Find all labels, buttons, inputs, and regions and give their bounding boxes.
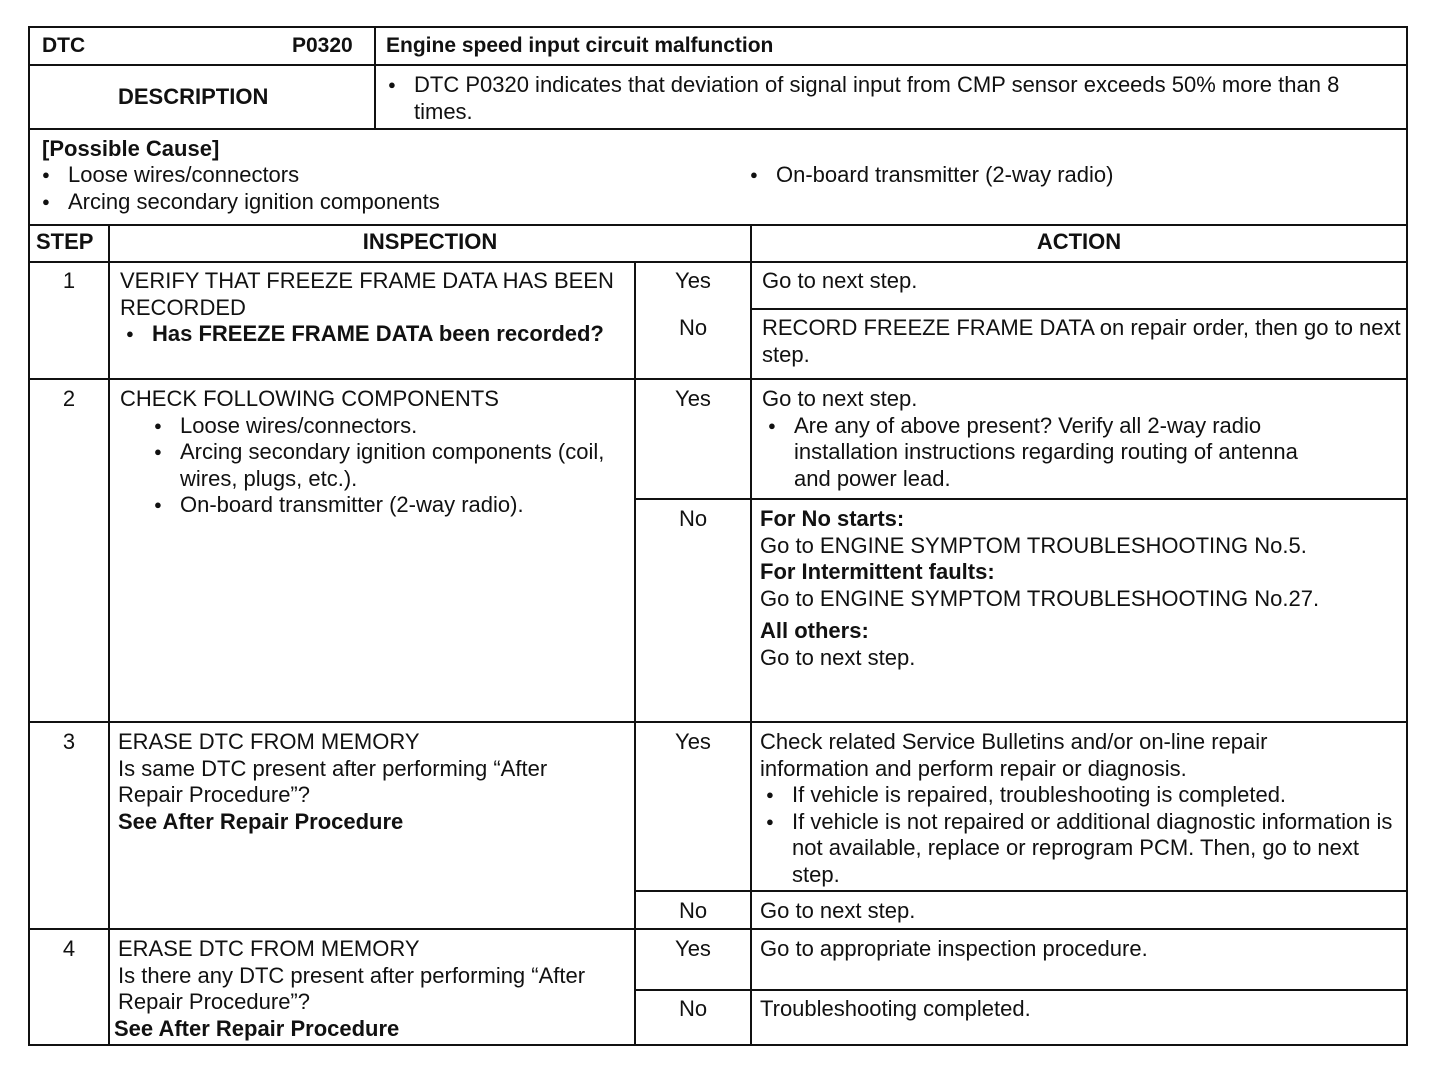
no-action: Go to next step. bbox=[760, 898, 916, 923]
rule bbox=[108, 224, 110, 1044]
column-header-action: ACTION bbox=[1036, 229, 1122, 254]
step-number: 2 bbox=[62, 386, 76, 411]
no-action: Troubleshooting completed. bbox=[760, 996, 1031, 1021]
column-header-inspection: INSPECTION bbox=[362, 229, 498, 254]
inspection-see: See After Repair Procedure bbox=[118, 808, 404, 834]
list-item: ● Are any of above present? Verify all 2-way radio installation instructions regarding routing of antenna and power lead. bbox=[762, 413, 1332, 493]
inspection-title: CHECK FOLLOWING COMPONENTS bbox=[120, 386, 499, 411]
step-2-no-action bbox=[760, 506, 1400, 671]
rule bbox=[750, 224, 752, 1044]
list-item: ● If vehicle is not repaired or additional diagnostic information is not available, replace or reprogram PCM. Then, go to next step. bbox=[760, 809, 1400, 889]
description-text-value: DTC P0320 indicates that deviation of signal input from CMP sensor exceeds 50% more than 8 times. bbox=[414, 72, 1340, 124]
inspection-title: ERASE DTC FROM MEMORY bbox=[118, 729, 420, 754]
possible-cause-left-list bbox=[36, 162, 676, 215]
inspection-see: See After Repair Procedure bbox=[114, 1015, 400, 1041]
inspection-question: Is same DTC present after performing “After Repair Procedure”? bbox=[118, 755, 548, 807]
list-item: ● On-board transmitter (2-way radio) bbox=[744, 162, 1344, 189]
rule bbox=[750, 308, 1406, 310]
list-item: ● Loose wires/connectors bbox=[36, 162, 676, 189]
no-action: RECORD FREEZE FRAME DATA on repair order, then go to next step. bbox=[762, 315, 1401, 367]
rule bbox=[374, 28, 376, 128]
list-item: ● On-board transmitter (2-way radio). bbox=[148, 492, 625, 519]
inspection-title: ERASE DTC FROM MEMORY bbox=[118, 936, 420, 961]
inspection-question: ● Has FREEZE FRAME DATA been recorded? bbox=[120, 321, 625, 348]
column-header-step: STEP bbox=[36, 229, 94, 254]
no-text: Go to ENGINE SYMPTOM TROUBLESHOOTING No.5. bbox=[760, 532, 1307, 558]
no-label: No bbox=[678, 996, 708, 1021]
list-item: ● If vehicle is repaired, troubleshooting is completed. bbox=[760, 782, 1400, 809]
possible-cause-right-list bbox=[744, 162, 1344, 189]
list-item: ● Loose wires/connectors. bbox=[148, 413, 625, 440]
no-label: No bbox=[678, 898, 708, 923]
dtc-troubleshooting-table bbox=[28, 26, 1408, 1046]
dtc-title: Engine speed input circuit malfunction bbox=[386, 34, 774, 57]
yes-label: Yes bbox=[675, 729, 711, 754]
rule bbox=[30, 378, 1406, 380]
rule bbox=[30, 128, 1406, 130]
no-label: No bbox=[678, 315, 708, 340]
description-label: DESCRIPTION bbox=[118, 84, 269, 109]
rule bbox=[634, 261, 636, 1044]
no-text: Go to ENGINE SYMPTOM TROUBLESHOOTING No.27. bbox=[760, 585, 1320, 611]
step-number: 1 bbox=[62, 268, 76, 293]
rule bbox=[30, 64, 1406, 66]
list-item: ● Arcing secondary ignition components bbox=[36, 189, 676, 216]
step-2-yes-action bbox=[762, 386, 1372, 492]
yes-label: Yes bbox=[675, 386, 711, 411]
yes-action: Check related Service Bulletins and/or on-line repair information and perform repair or diagnosis. bbox=[760, 729, 1268, 781]
step-2-inspection bbox=[120, 386, 625, 519]
yes-action: Go to appropriate inspection procedure. bbox=[760, 936, 1148, 961]
inspection-question: Is there any DTC present after performing “After Repair Procedure”? bbox=[118, 962, 586, 1014]
no-text: Go to next step. bbox=[760, 644, 916, 670]
description-text bbox=[382, 72, 1392, 125]
dtc-code: P0320 bbox=[292, 34, 353, 57]
no-heading: For Intermittent faults: bbox=[760, 559, 995, 584]
no-heading: All others: bbox=[760, 618, 869, 643]
dtc-label: DTC bbox=[42, 34, 86, 57]
step-4-inspection bbox=[114, 936, 619, 1042]
step-number: 4 bbox=[62, 936, 76, 961]
no-label: No bbox=[678, 506, 708, 531]
rule bbox=[30, 224, 1406, 226]
inspection-title: VERIFY THAT FREEZE FRAME DATA HAS BEEN RECORDED bbox=[120, 268, 614, 320]
possible-cause-title: [Possible Cause] bbox=[42, 136, 220, 161]
step-number: 3 bbox=[62, 729, 76, 754]
step-3-yes-action bbox=[760, 729, 1400, 888]
step-1-inspection bbox=[120, 268, 625, 348]
yes-label: Yes bbox=[675, 936, 711, 961]
yes-action: Go to next step. bbox=[762, 386, 918, 411]
yes-label: Yes bbox=[675, 268, 711, 293]
step-3-inspection bbox=[118, 729, 618, 835]
no-heading: For No starts: bbox=[760, 506, 905, 531]
rule bbox=[30, 928, 1406, 930]
yes-action: Go to next step. bbox=[762, 268, 918, 293]
rule bbox=[30, 721, 1406, 723]
rule bbox=[30, 261, 1406, 263]
list-item: ● Arcing secondary ignition components (coil, wires, plugs, etc.). bbox=[148, 439, 625, 492]
